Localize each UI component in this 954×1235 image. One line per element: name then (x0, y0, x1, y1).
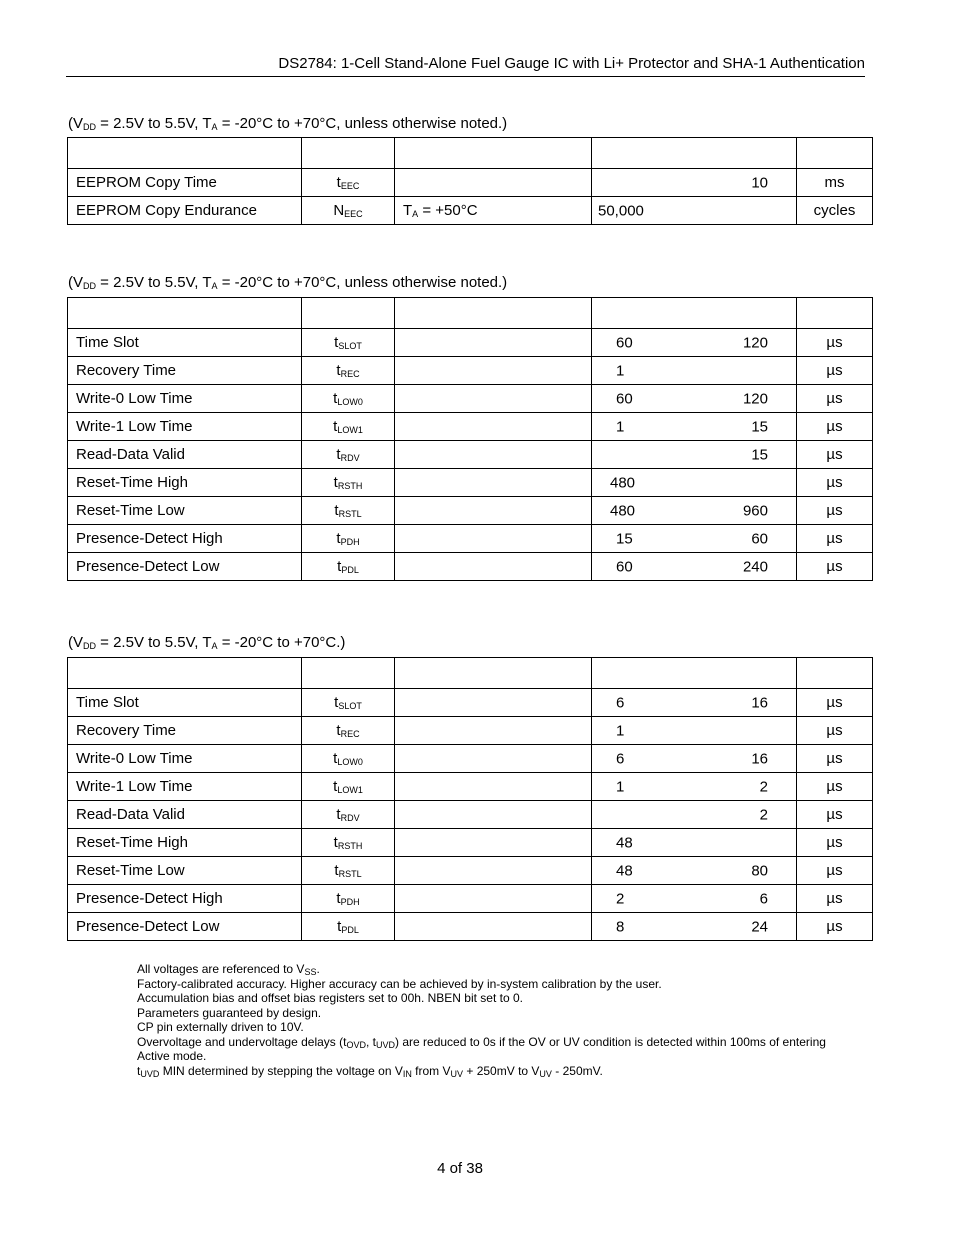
min-value: 60 (616, 390, 633, 407)
condition-cell (395, 745, 592, 773)
param-cell: Time Slot (68, 689, 302, 717)
symbol-cell: $t_{LOW1}$ (302, 413, 395, 441)
symbol-cell: $t_{RDV}$ (302, 441, 395, 469)
condition-cell (395, 829, 592, 857)
table-row (68, 801, 873, 829)
conditions-overdrive-speed: ($V_{DD} = 2.5V$ to 5.5V, $T_A = -20^\circ C$ to +70°C.) (68, 634, 346, 651)
note-3: Accumulation bias and offset bias registers set to 00h. NBEN bit set to 0. (137, 991, 523, 1005)
unit-cell: µs (797, 441, 873, 469)
unit-cell: µs (797, 689, 873, 717)
max-value: 2 (759, 806, 768, 823)
condition-cell (395, 773, 592, 801)
symbol-cell: $t_{PDH}$ (302, 885, 395, 913)
condition-cell (395, 801, 592, 829)
table-row (68, 913, 873, 941)
max-value: 80 (751, 862, 768, 879)
table-header-row (68, 138, 873, 169)
condition-cell (395, 357, 592, 385)
note-5: CP pin externally driven to 10V. (137, 1020, 304, 1034)
max-value: 16 (751, 694, 768, 711)
unit-cell: µs (797, 385, 873, 413)
max-value: 15 (751, 418, 768, 435)
condition-cell (395, 469, 592, 497)
values-cell (592, 441, 797, 469)
values-cell (592, 385, 797, 413)
notes-block (137, 962, 857, 1078)
values-cell (592, 497, 797, 525)
unit-cell: µs (797, 497, 873, 525)
table-row (68, 773, 873, 801)
unit-cell: µs (797, 329, 873, 357)
table-row (68, 857, 873, 885)
condition-cell (395, 553, 592, 581)
max-value: 16 (751, 750, 768, 767)
note-2: Factory-calibrated accuracy. Higher accuracy can be achieved by in-system calibration by the user. (137, 976, 662, 991)
table-row (68, 717, 873, 745)
symbol-cell: $t_{RSTL}$ (302, 857, 395, 885)
unit-cell: µs (797, 885, 873, 913)
table-row (68, 197, 873, 225)
table-row (68, 745, 873, 773)
values-cell (592, 357, 797, 385)
values-cell (592, 525, 797, 553)
min-value: 48 (616, 862, 633, 879)
values-cell (592, 469, 797, 497)
param-cell: Recovery Time (68, 357, 302, 385)
page-header: DS2784: 1-Cell Stand-Alone Fuel Gauge IC with Li+ Protector and SHA-1 Authentication (66, 55, 865, 77)
param-cell: Time Slot (68, 329, 302, 357)
table-row (68, 413, 873, 441)
table-row (68, 553, 873, 581)
param-cell: Presence-Detect High (68, 525, 302, 553)
table-row (68, 829, 873, 857)
min-value: 60 (616, 334, 633, 351)
param-cell: Reset-Time High (68, 829, 302, 857)
unit-cell: ms (797, 169, 873, 197)
symbol-cell: $N_{EEC}$ (302, 197, 395, 225)
unit-cell: µs (797, 801, 873, 829)
symbol-cell: $t_{PDH}$ (302, 525, 395, 553)
max-value: 15 (751, 446, 768, 463)
note-7: $t_{UVD}$ MIN determined by stepping the voltage on $V_{IN}$ from $V_{UV} + 250mV$ to $V_{UV} - 250mV$. (137, 1063, 603, 1079)
values-cell (592, 857, 797, 885)
table-row (68, 329, 873, 357)
condition-cell (395, 441, 592, 469)
conditions-eeprom: ($V_{DD} = 2.5V$ to 5.5V, $T_A = -20^\circ C$ to +70°C, unless otherwise noted.) (68, 115, 508, 132)
max-value: 24 (751, 918, 768, 935)
symbol-cell: $t_{REC}$ (302, 717, 395, 745)
unit-cell: µs (797, 773, 873, 801)
max-value: 960 (742, 502, 768, 519)
values-cell (592, 885, 797, 913)
min-value: 1 (616, 722, 625, 739)
param-cell: Write-1 Low Time (68, 413, 302, 441)
param-cell: Read-Data Valid (68, 441, 302, 469)
symbol-cell: $t_{LOW0}$ (302, 385, 395, 413)
symbol-cell: $t_{LOW1}$ (302, 773, 395, 801)
unit-cell: µs (797, 553, 873, 581)
max-value: 6 (759, 890, 768, 907)
condition-cell (395, 169, 592, 197)
table-row (68, 497, 873, 525)
param-cell: Reset-Time Low (68, 497, 302, 525)
param-cell: Write-1 Low Time (68, 773, 302, 801)
values-cell (592, 329, 797, 357)
symbol-cell: $t_{RDV}$ (302, 801, 395, 829)
symbol-cell: $t_{RSTH}$ (302, 469, 395, 497)
unit-cell: µs (797, 469, 873, 497)
symbol-cell: $t_{PDL}$ (302, 913, 395, 941)
page-number: 4 of 38 (437, 1160, 483, 1177)
condition-cell (395, 857, 592, 885)
symbol-cell: $t_{EEC}$ (302, 169, 395, 197)
condition-cell: $T_A = +50^\circ C$ (395, 197, 592, 225)
condition-cell (395, 329, 592, 357)
max-value: 120 (742, 390, 768, 407)
condition-cell (395, 717, 592, 745)
values-cell (592, 773, 797, 801)
param-cell: Presence-Detect Low (68, 553, 302, 581)
symbol-cell: $t_{SLOT}$ (302, 689, 395, 717)
min-value: 1 (616, 362, 625, 379)
param-cell: Recovery Time (68, 717, 302, 745)
table-row (68, 385, 873, 413)
conditions-standard-speed: ($V_{DD} = 2.5V$ to 5.5V, $T_A = -20^\circ C$ to +70°C, unless otherwise noted.) (68, 274, 508, 291)
param-cell: Write-0 Low Time (68, 385, 302, 413)
param-cell: Presence-Detect High (68, 885, 302, 913)
condition-cell (395, 885, 592, 913)
table-row (68, 525, 873, 553)
table-row (68, 441, 873, 469)
overdrive-speed-table (67, 657, 873, 941)
table-row (68, 689, 873, 717)
values-cell (592, 829, 797, 857)
table-row (68, 885, 873, 913)
max-value: 2 (759, 778, 768, 795)
unit-cell: µs (797, 525, 873, 553)
note-4: Parameters guaranteed by design. (137, 1005, 322, 1020)
symbol-cell: $t_{REC}$ (302, 357, 395, 385)
min-value: 60 (616, 558, 633, 575)
symbol-cell: $t_{PDL}$ (302, 553, 395, 581)
condition-cell (395, 497, 592, 525)
table-row (68, 357, 873, 385)
min-value: 480 (610, 474, 636, 491)
standard-speed-table (67, 297, 873, 581)
symbol-cell: $t_{LOW0}$ (302, 745, 395, 773)
condition-cell (395, 525, 592, 553)
param-cell: Reset-Time High (68, 469, 302, 497)
values-cell (592, 553, 797, 581)
param-cell: Read-Data Valid (68, 801, 302, 829)
condition-cell (395, 413, 592, 441)
values-cell (592, 717, 797, 745)
unit-cell: cycles (797, 197, 873, 225)
condition-cell (395, 689, 592, 717)
table-row (68, 469, 873, 497)
table-header-row (68, 658, 873, 689)
condition-cell (395, 385, 592, 413)
min-value: 15 (616, 530, 633, 547)
note-6: Overvoltage and undervoltage delays ($t_{OVD}$, $t_{UVD}$) are reduced to 0s if the OV or UV condition is detected within 100ms of entering Active mode. (137, 1034, 826, 1063)
table-header-row (68, 298, 873, 329)
unit-cell: µs (797, 357, 873, 385)
values-cell (592, 913, 797, 941)
max-value: 240 (742, 558, 768, 575)
values-cell (592, 801, 797, 829)
symbol-cell: $t_{SLOT}$ (302, 329, 395, 357)
max-value: 60 (751, 530, 768, 547)
symbol-cell: $t_{RSTH}$ (302, 829, 395, 857)
param-cell: Reset-Time Low (68, 857, 302, 885)
condition-cell (395, 913, 592, 941)
unit-cell: µs (797, 413, 873, 441)
values-cell (592, 413, 797, 441)
min-value: 48 (616, 834, 633, 851)
min-value: 6 (616, 750, 625, 767)
unit-cell: µs (797, 829, 873, 857)
values-cell (592, 745, 797, 773)
eeprom-table (67, 137, 873, 225)
note-1: All voltages are referenced to $V_{SS}$. (137, 962, 320, 977)
min-value: 8 (616, 918, 625, 935)
min-value: 6 (616, 694, 625, 711)
values-cell: 10 (592, 169, 797, 197)
min-value: 1 (616, 778, 625, 795)
min-value: 480 (610, 502, 636, 519)
values-cell: 50,000 (592, 197, 797, 225)
unit-cell: µs (797, 913, 873, 941)
unit-cell: µs (797, 717, 873, 745)
max-value: 120 (742, 334, 768, 351)
values-cell (592, 689, 797, 717)
param-cell: Write-0 Low Time (68, 745, 302, 773)
unit-cell: µs (797, 745, 873, 773)
param-cell: EEPROM Copy Endurance (68, 197, 302, 225)
table-row (68, 169, 873, 197)
symbol-cell: $t_{RSTL}$ (302, 497, 395, 525)
min-value: 2 (616, 890, 625, 907)
min-value: 1 (616, 418, 625, 435)
unit-cell: µs (797, 857, 873, 885)
param-cell: EEPROM Copy Time (68, 169, 302, 197)
param-cell: Presence-Detect Low (68, 913, 302, 941)
